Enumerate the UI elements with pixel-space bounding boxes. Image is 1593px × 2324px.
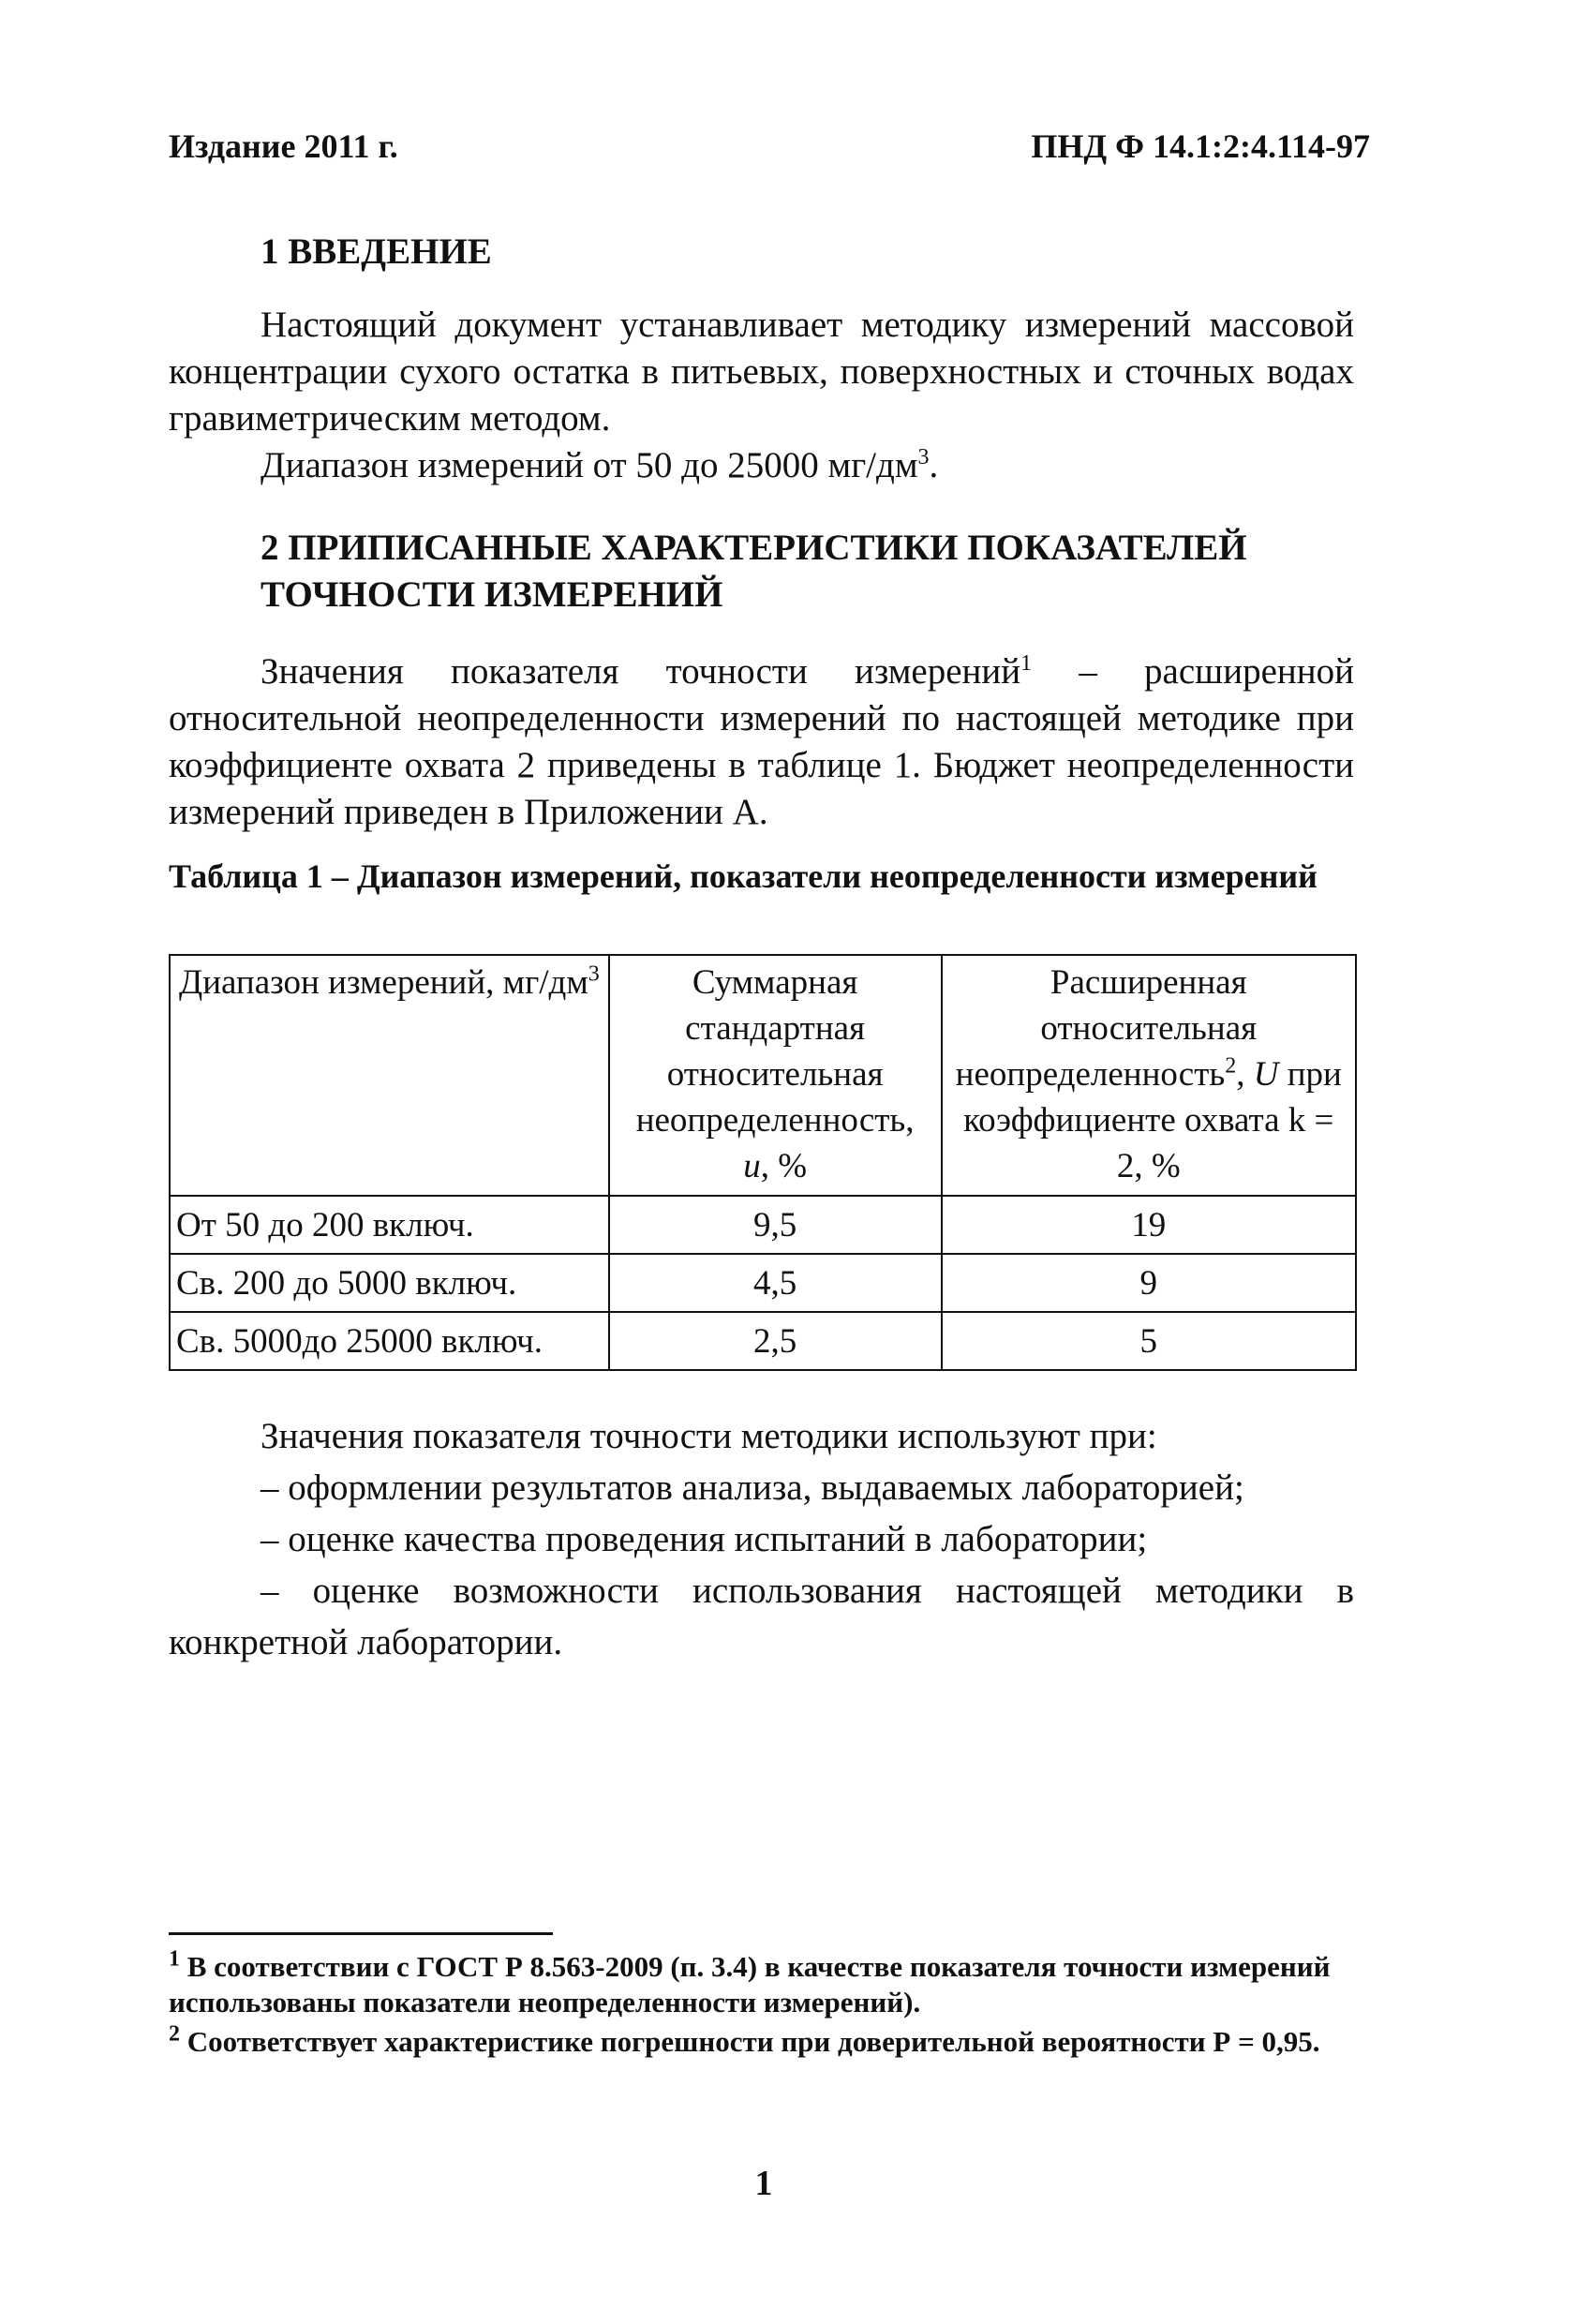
- range-text: Диапазон измерений от 50 до 25000 мг/дм: [261, 445, 918, 485]
- intro-paragraph: Настоящий документ устанавливает методику измерений массовой концентрации сухого остатка в питьевых, поверхностных и сточных водах гравиметрическим методом.: [169, 305, 1354, 439]
- footnote-separator: [169, 1932, 553, 1935]
- accuracy-text-start: Значения показателя точности измерений: [261, 651, 1021, 692]
- table-row: [170, 1196, 1356, 1254]
- header-expanded-text: Расширенная относительная неопределенность: [955, 963, 1258, 1094]
- section-1-title: 1 ВВЕДЕНИЕ: [261, 231, 492, 272]
- section-1-body: [169, 302, 1354, 489]
- range-paragraph: [169, 442, 1354, 489]
- header-standard-unit: , %: [760, 1147, 808, 1185]
- cell-U: 19: [942, 1196, 1356, 1254]
- header-expanded-end: при коэффициенте охвата k = 2, %: [963, 1055, 1342, 1185]
- symbol-U: U: [1253, 1055, 1279, 1094]
- header-standard-text: Суммарная стандартная относительная неопределенность,: [635, 963, 915, 1140]
- footnote-ref-2: 2: [1225, 1053, 1237, 1079]
- table-row: [170, 1312, 1356, 1370]
- header-range: [170, 955, 609, 1196]
- range-end: .: [929, 445, 939, 485]
- section-2-title: [261, 525, 1247, 618]
- cell-u: 4,5: [609, 1254, 942, 1312]
- header-expanded-uncertainty: [942, 955, 1356, 1196]
- usage-item: – оформлении результатов анализа, выдаваемых лабораторией;: [261, 1467, 1244, 1508]
- uncertainty-table: [169, 954, 1357, 1371]
- header-range-text: Диапазон измерений, мг/дм: [178, 963, 588, 1002]
- range-sup: 3: [917, 445, 930, 469]
- footnote-mark-2: 2: [169, 2021, 180, 2047]
- symbol-u: u: [743, 1147, 761, 1185]
- table-header-row: [170, 955, 1356, 1196]
- section-2-title-line1: 2 ПРИПИСАННЫЕ ХАРАКТЕРИСТИКИ ПОКАЗАТЕЛЕЙ: [261, 528, 1247, 568]
- footnote-2: [169, 2021, 1359, 2060]
- document-code: ПНД Ф 14.1:2:4.114-97: [1031, 127, 1370, 165]
- usage-block: [169, 1410, 1354, 1668]
- cell-u: 2,5: [609, 1312, 942, 1370]
- section-2-body: [169, 648, 1354, 836]
- usage-item: – оценке качества проведения испытаний в лаборатории;: [261, 1519, 1148, 1559]
- table-row: [170, 1254, 1356, 1312]
- footnote-mark-1: 1: [169, 1946, 180, 1972]
- header-range-sup: 3: [588, 961, 600, 987]
- cell-U: 9: [942, 1254, 1356, 1312]
- cell-range: Св. 5000до 25000 включ.: [170, 1312, 609, 1370]
- cell-U: 5: [942, 1312, 1356, 1370]
- accuracy-paragraph: [169, 648, 1354, 836]
- accuracy-text-end: – расширенной относительной неопределенности измерений по настоящей методике при коэффициенте охвата 2 приведены в таблице 1. Бюджет неопределенности измерений приведен в Приложении А.: [169, 651, 1354, 832]
- header-standard-uncertainty: [609, 955, 942, 1196]
- footnote-ref-1: 1: [1020, 651, 1033, 676]
- cell-range: От 50 до 200 включ.: [170, 1196, 609, 1254]
- usage-intro: Значения показателя точности методики используют при:: [261, 1416, 1157, 1456]
- cell-range: Св. 200 до 5000 включ.: [170, 1254, 609, 1312]
- edition-label: Издание 2011 г.: [169, 127, 398, 165]
- footnote-text-1: В соответствии с ГОСТ Р 8.563-2009 (п. 3.4) в качестве показателя точности измерений использованы показатели неопределенности измерений).: [169, 1950, 1331, 2019]
- cell-u: 9,5: [609, 1196, 942, 1254]
- header-expanded-sep: ,: [1236, 1055, 1254, 1094]
- footnote-text-2: Соответствует характеристике погрешности при доверительной вероятности Р = 0,95.: [180, 2025, 1320, 2058]
- table-caption: Таблица 1 – Диапазон измерений, показатели неопределенности измерений: [169, 857, 1318, 895]
- page-number: 1: [754, 2164, 773, 2203]
- usage-item: – оценке возможности использования настоящей методики в конкретной лаборатории.: [169, 1571, 1354, 1662]
- footnote-1: [169, 1946, 1359, 2020]
- section-2-title-line2: ТОЧНОСТИ ИЗМЕРЕНИЙ: [261, 574, 723, 615]
